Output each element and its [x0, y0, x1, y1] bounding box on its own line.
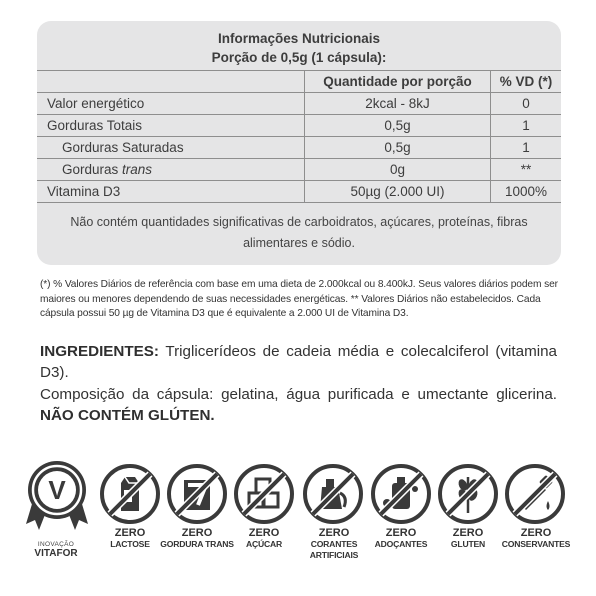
badge-letter: V — [48, 475, 66, 505]
nutrient-vd: 1 — [491, 115, 562, 137]
zero-preservatives-label: ZERO CONSERVANTES — [501, 527, 571, 549]
zero-lactose-label: ZERO LACTOSE — [110, 527, 150, 549]
wheat-icon — [437, 463, 499, 525]
nutrient-qty: 0g — [305, 159, 491, 181]
table-divider — [37, 202, 561, 203]
column-header-vd: % VD (*) — [491, 71, 562, 93]
fine-print: (*) % Valores Diários de referência com base em uma dieta de 2.000kcal ou 8.400kJ. Seus valores diários podem ser maiores ou menores dependendo de suas necessidades energéticas. ** Valores Diários não estabelecidos. Cada cápsula possui 50 µg de Vitamina D3 que é equivalente a 2.000 UI de Vitamina D3. — [40, 279, 558, 320]
table-row — [37, 115, 561, 137]
nutrition-table — [37, 70, 561, 202]
nutrient-name: Gorduras Totais — [37, 115, 305, 137]
table-row — [37, 159, 561, 181]
nutrient-name: Gorduras Saturadas — [37, 137, 305, 159]
badge-line2: VITAFOR — [34, 548, 78, 559]
ingredients-heading: INGREDIENTES: — [40, 343, 159, 360]
nutrient-vd: 1 — [491, 137, 562, 159]
nutrient-vd: 1000% — [491, 181, 562, 203]
nutrient-name: Gorduras trans — [37, 159, 305, 181]
milk-carton-icon — [99, 463, 161, 525]
badge-line1: INOVAÇÃO — [37, 541, 75, 548]
nutrient-qty: 0,5g — [305, 137, 491, 159]
nutrient-vd: 0 — [491, 93, 562, 115]
sugar-cubes-icon — [233, 463, 295, 525]
ingredients-block — [40, 341, 557, 426]
table-footnote: Não contém quantidades significativas de carboidratos, açúcares, proteínas, fibras alimentares e sódio. — [70, 215, 528, 250]
capsule-composition: Composição da cápsula: gelatina, água purificada e umectante glicerina. — [40, 385, 557, 403]
table-row — [37, 181, 561, 203]
nutrient-qty: 0,5g — [305, 115, 491, 137]
table-row — [37, 137, 561, 159]
zero-trans-fat-label: ZERO GORDURA TRANS — [160, 527, 234, 549]
table-row — [37, 93, 561, 115]
zero-sugar-label: ZERO AÇÚCAR — [245, 527, 283, 549]
dropper-icon — [504, 463, 566, 525]
ingredients-text: Triglicerídeos de cadeia média e colecalciferol (vitamina D3). — [40, 343, 557, 382]
column-header-qty: Quantidade por porção — [305, 71, 491, 93]
portion-label: Porção de 0,5g (1 cápsula): — [211, 50, 387, 65]
vitafor-seal-icon — [24, 460, 90, 538]
nutrition-title: Informações Nutricionais — [217, 31, 381, 46]
trans-fat-icon — [166, 463, 228, 525]
zero-gluten-label: ZERO GLUTEN — [450, 527, 486, 549]
nutrient-name: Valor energético — [37, 93, 305, 115]
table-header-row — [37, 71, 561, 93]
dye-bottle-icon — [302, 463, 364, 525]
zero-sweeteners-label: ZERO ADOÇANTES — [374, 527, 428, 549]
nutrient-name: Vitamina D3 — [37, 181, 305, 203]
nutrient-qty: 50µg (2.000 UI) — [305, 181, 491, 203]
zero-dyes-label: ZERO CORANTES ARTIFICIAIS — [309, 527, 359, 560]
nutrient-qty: 2kcal - 8kJ — [305, 93, 491, 115]
gluten-statement: NÃO CONTÉM GLÚTEN. — [40, 406, 215, 424]
nutrient-vd: ** — [491, 159, 562, 181]
sweetener-bottle-icon — [370, 463, 432, 525]
